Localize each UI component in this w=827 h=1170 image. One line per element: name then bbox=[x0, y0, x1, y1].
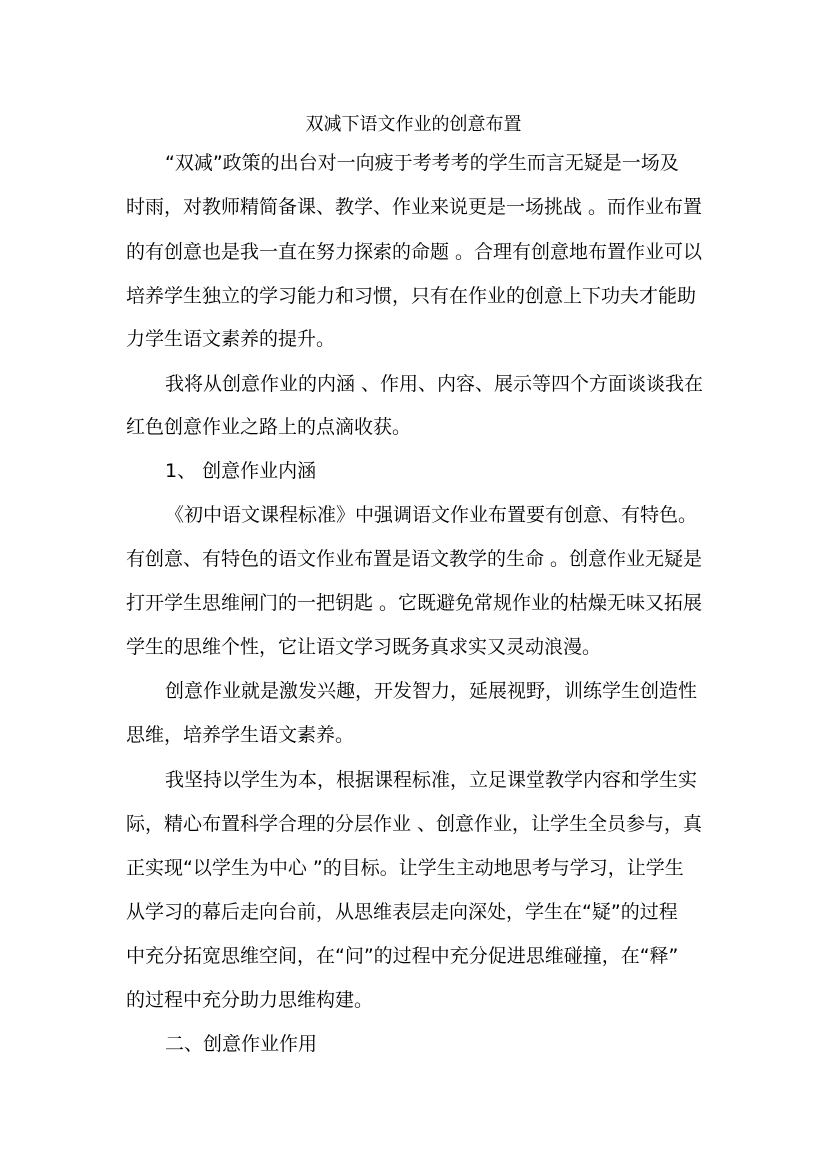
paragraph-line: 中充分拓宽思维空间，在“问”的过程中充分促进思维碰撞，在“释” bbox=[126, 945, 679, 967]
paragraph-line: 创意作业就是激发兴趣，开发智力，延展视野，训练学生创造性 bbox=[165, 680, 698, 702]
paragraph-line: 时雨，对教师精简备课、教学、作业来说更是一场挑战 。而作业布置 bbox=[126, 196, 703, 218]
paragraph-line: 际，精心布置科学合理的分层作业 、创意作业，让学生全员参与，真 bbox=[126, 813, 703, 835]
paragraph-line: 有创意、有特色的语文作业布置是语文教学的生命 。创意作业无疑是 bbox=[126, 548, 703, 570]
paragraph-line: 打开学生思维闸门的一把钥匙 。它既避免常规作业的枯燥无味又拓展 bbox=[126, 592, 703, 614]
paragraph-line: 的有创意也是我一直在努力探索的命题 。合理有创意地布置作业可以 bbox=[126, 241, 703, 263]
paragraph-line: 的过程中充分助力思维构建。 bbox=[126, 989, 374, 1011]
paragraph-line: 培养学生独立的学习能力和习惯，只有在作业的创意上下功夫才能助 bbox=[126, 285, 697, 307]
paragraph-line: 力学生语文素养的提升。 bbox=[126, 328, 336, 350]
paragraph-line: 我将从创意作业的内涵 、作用、内容、展示等四个方面谈谈我在 bbox=[165, 373, 704, 395]
section-heading: 1、 创意作业内涵 bbox=[165, 460, 317, 482]
paragraph-line: 正实现“以学生为中心 ”的目标。让学生主动地思考与学习，让学生 bbox=[126, 857, 684, 879]
document-title: 双减下语文作业的创意布置 bbox=[305, 114, 522, 135]
paragraph-line: 从学习的幕后走向台前，从思维表层走向深处，学生在“疑”的过程 bbox=[126, 901, 678, 923]
paragraph-line: 《初中语文课程标准》中强调语文作业布置要有创意、有特色。 bbox=[165, 504, 698, 526]
paragraph-line: 我坚持以学生为本，根据课程标准，立足课堂教学内容和学生实 bbox=[165, 769, 698, 791]
paragraph-line: 学生的思维个性，它让语文学习既务真求实又灵动浪漫。 bbox=[126, 636, 602, 658]
paragraph-line: 思维，培养学生语文素养。 bbox=[126, 724, 355, 746]
paragraph-line: “双减”政策的出台对一向疲于考考考的学生而言无疑是一场及 bbox=[165, 152, 679, 174]
paragraph-line: 红色创意作业之路上的点滴收获。 bbox=[126, 416, 412, 438]
section-heading: 二、创意作业作用 bbox=[165, 1033, 318, 1055]
